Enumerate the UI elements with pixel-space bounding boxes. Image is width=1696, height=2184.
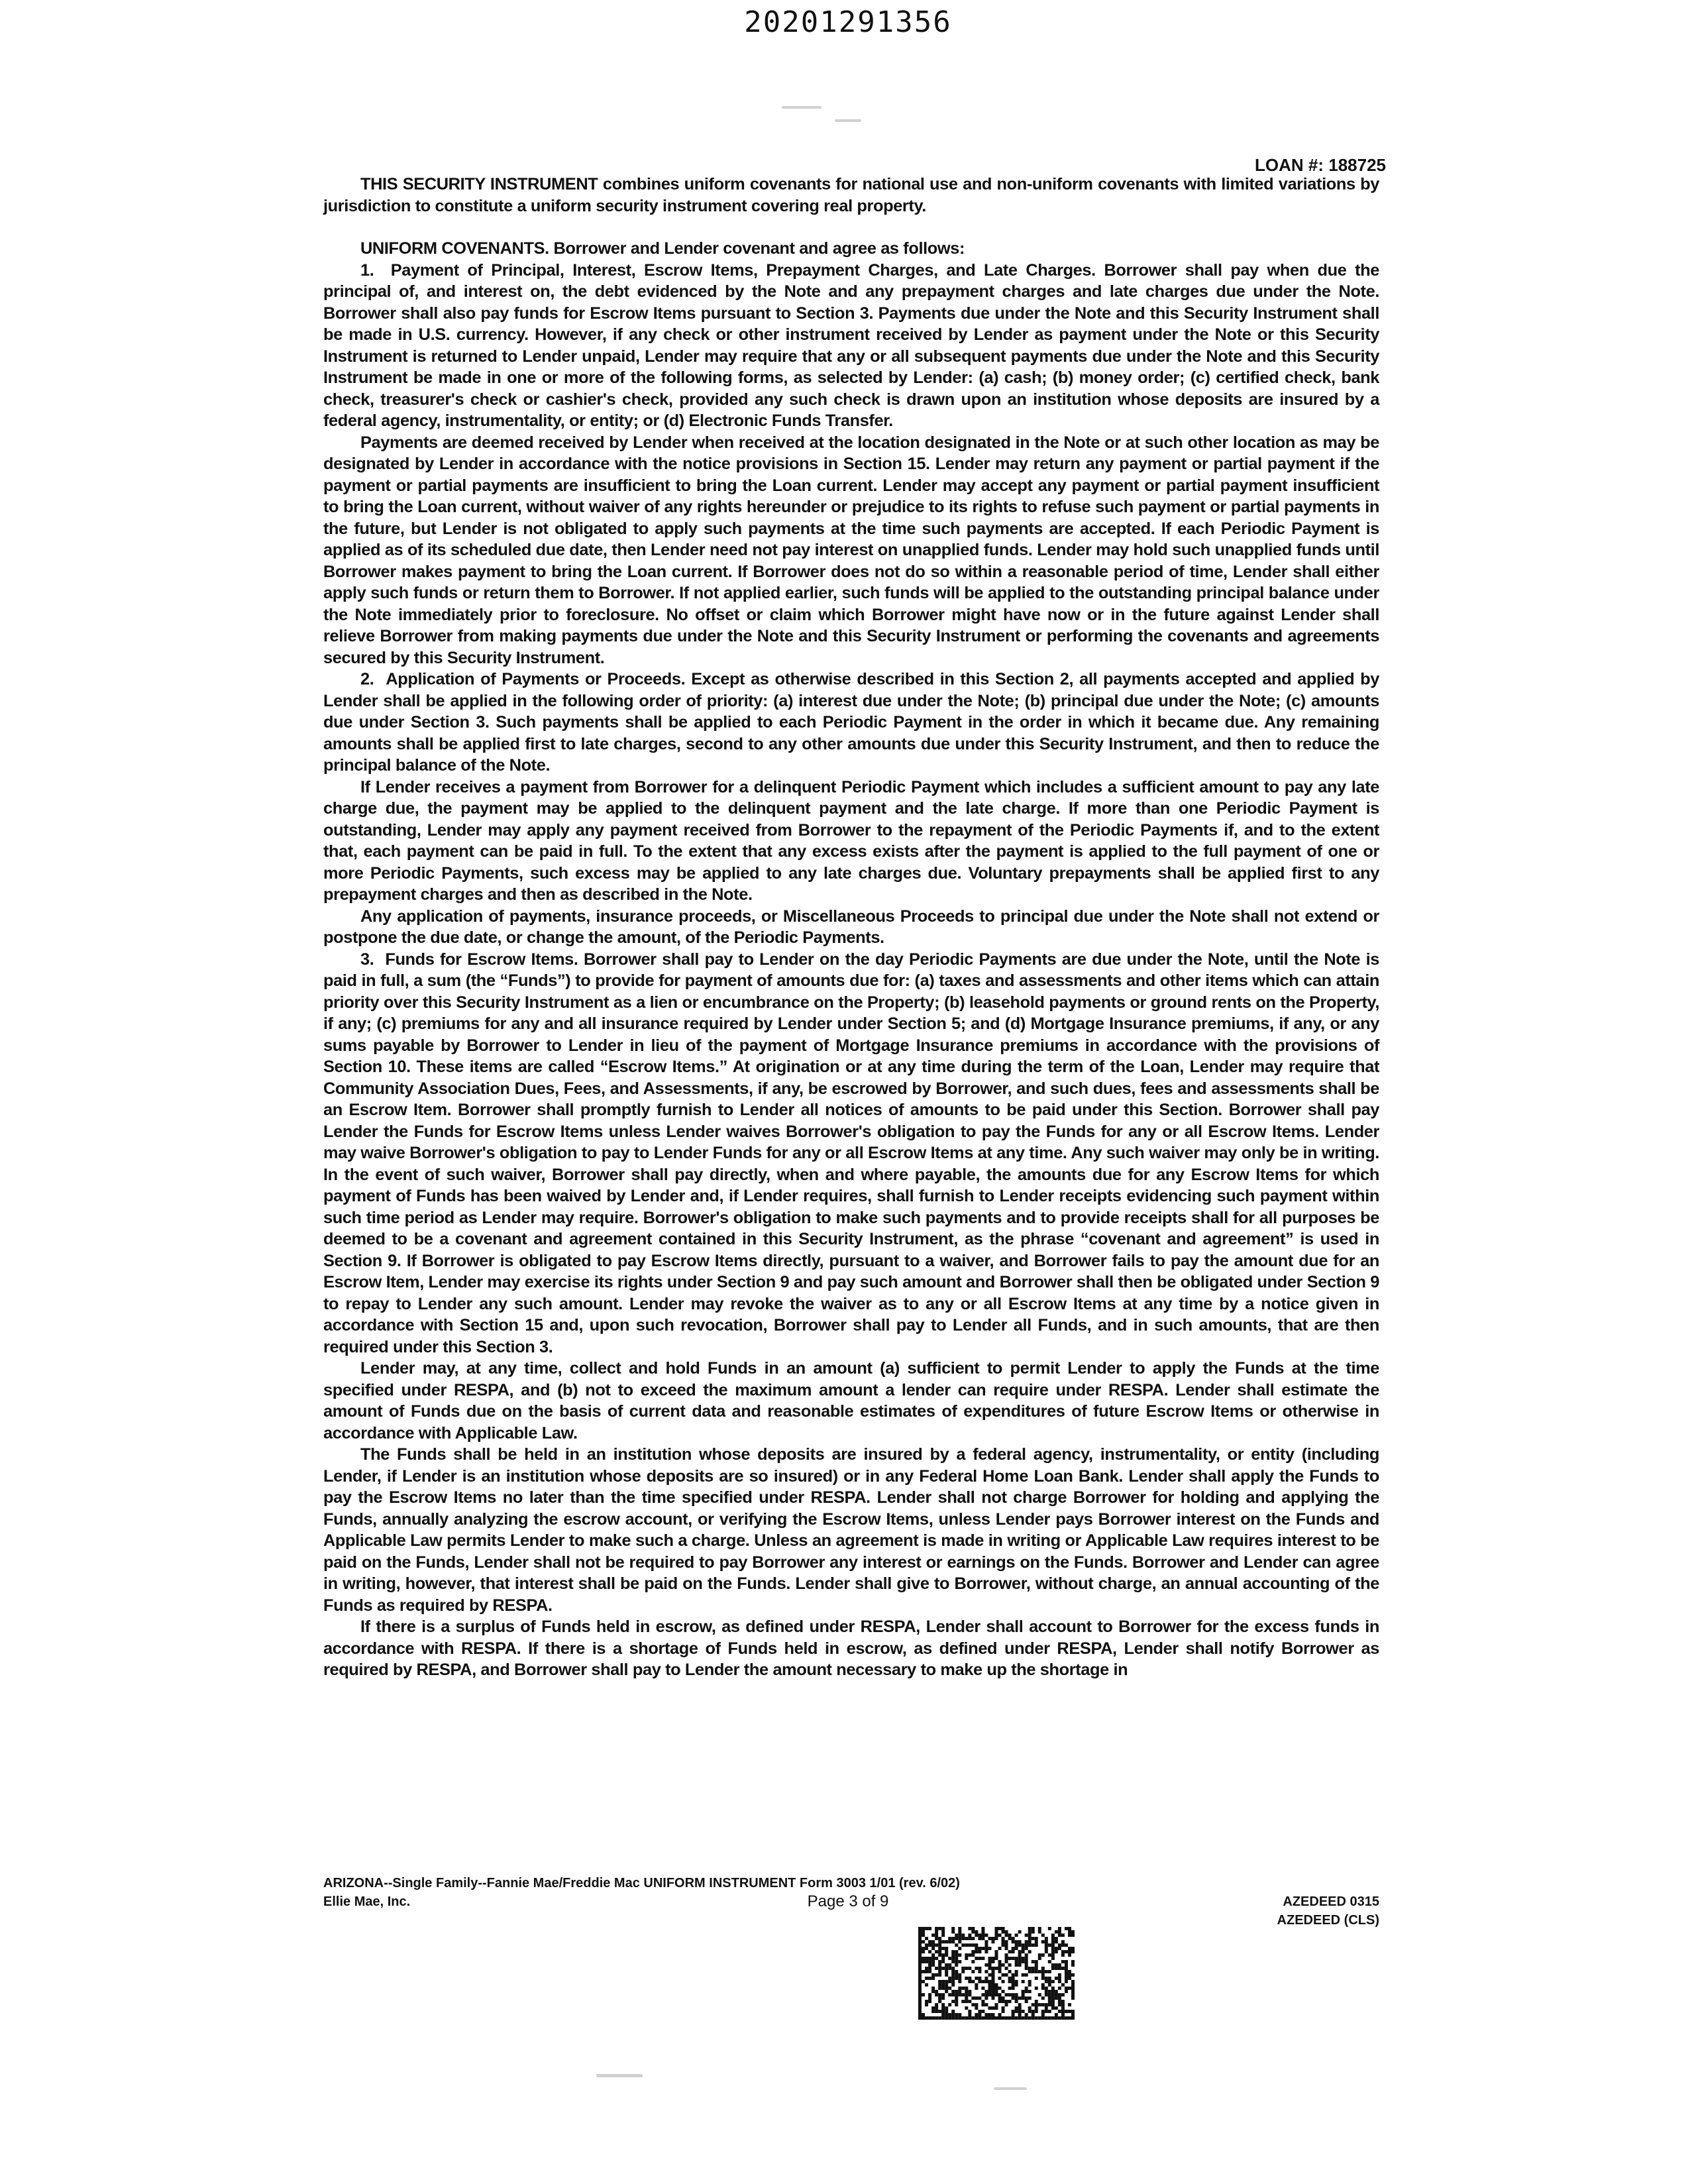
page-number: Page 3 of 9 bbox=[807, 1892, 889, 1910]
scan-speck bbox=[994, 2087, 1027, 2090]
section-2-paragraph-3: Any application of payments, insurance proceeds, or Miscellaneous Proceeds to principal due under the Note shall not extend or postpone the due date, or change the amount, of the Periodic Payments. bbox=[323, 906, 1379, 947]
2d-barcode-icon bbox=[918, 1927, 1075, 2020]
loan-label: LOAN #: bbox=[1255, 155, 1324, 175]
section-2-paragraph-2: If Lender receives a payment from Borrower for a delinquent Periodic Payment which includes a sufficient amount to pay any late charge due, the payment may be applied to the delinquent payment and the late charge. If more than one Periodic Payment is outstanding, Lender may apply any payment received from Borrower to the repayment of the Periodic Payments if, and to the extent that, each payment can be paid in full. To the extent that any excess exists after the payment is applied to the full payment of one or more Periodic Payments, such excess may be applied to any late charges due. Voluntary prepayments shall be applied first to any prepayment charges and then as described in the Note. bbox=[323, 777, 1379, 904]
section-3-paragraph-4: If there is a surplus of Funds held in escrow, as defined under RESPA, Lender shall account to Borrower for the excess funds in accordance with RESPA. If there is a shortage of Funds held in escrow, as defined under RESPA, Lender shall notify Borrower as required by RESPA, and Borrower shall pay to Lender the amount necessary to make up the shortage in bbox=[323, 1617, 1379, 1679]
section-2-heading: 2. Application of Payments or Proceeds. bbox=[360, 670, 686, 688]
section-3-paragraph-2: Lender may, at any time, collect and hold Funds in an amount (a) sufficient to permit Lender to apply the Funds at the time specified under RESPA, and (b) not to exceed the maximum amount a lender can require under RESPA. Lender shall estimate the amount of Funds due on the basis of current data and reasonable estimates of expenditures of future Escrow Items or otherwise in accordance with Applicable Law. bbox=[323, 1359, 1379, 1443]
section-1-text: Borrower shall pay when due the principal of, and interest on, the debt evidenced by the Note and any prepayment charges and late charges due under the Note. Borrower shall also pay funds for Escrow Items pursuant to Section 3. Payments due under the Note and this Security Instrument shall be made in U.S. currency. However, if any check or other instrument received by Lender as payment under the Note or this Security Instrument is returned to Lender unpaid, Lender may require that any or all subsequent payments due under the Note and this Security Instrument be made in one or more of the following forms, as selected by Lender: (a) cash; (b) money order; (c) certified check, bank check, treasurer's check or cashier's check, provided any such check is drawn upon an institution whose deposits are insured by a federal agency, instrumentality, or entity; or (d) Electronic Funds Transfer. bbox=[323, 260, 1379, 430]
intro-paragraph: THIS SECURITY INSTRUMENT combines uniform covenants for national use and non-uniform covenants with limited variations by jurisdiction to constitute a uniform security instrument covering real property. bbox=[323, 175, 1379, 215]
section-3-paragraph-3: The Funds shall be held in an institution whose deposits are insured by a federal agency, instrumentality, or entity (including Lender, if Lender is an institution whose deposits are so insured) or in any Federal Home Loan Bank. Lender shall apply the Funds to pay the Escrow Items no later than the time specified under RESPA. Lender shall not charge Borrower for holding and applying the Funds, annually analyzing the escrow account, or verifying the Escrow Items, unless Lender pays Borrower interest on the Funds and Applicable Law permits Lender to make such a charge. Unless an agreement is made in writing or Applicable Law requires interest to be paid on the Funds, Lender shall not be required to pay Borrower any interest or earnings on the Funds. Borrower and Lender can agree in writing, however, that interest shall be paid on the Funds. Lender shall give to Borrower, without charge, an annual accounting of the Funds as required by RESPA. bbox=[323, 1445, 1379, 1615]
document-body bbox=[323, 174, 1379, 1681]
section-1-heading: 1. Payment of Principal, Interest, Escrow Items, Prepayment Charges, and Late Charges. bbox=[360, 260, 1096, 280]
loan-number: 188725 bbox=[1328, 155, 1386, 175]
scan-speck bbox=[596, 2074, 643, 2077]
loan-number-line bbox=[1255, 155, 1386, 176]
document-number: 20201291356 bbox=[744, 5, 952, 39]
scan-speck bbox=[782, 106, 822, 109]
section-1-paragraph-2: Payments are deemed received by Lender when received at the location designated in the Note or at such other location as may be designated by Lender in accordance with the notice provisions in Section 15. Lender may return any payment or partial payment if the payment or partial payments are insufficient to bring the Loan current. Lender may accept any payment or partial payment insufficient to bring the Loan current, without waiver of any rights hereunder or prejudice to its rights to refuse such payment or partial payments in the future, but Lender is not obligated to apply such payments at the time such payments are accepted. If each Periodic Payment is applied as of its scheduled due date, then Lender need not pay interest on unapplied funds. Lender may hold such unapplied funds until Borrower makes payment to bring the Loan current. If Borrower does not do so within a reasonable period of time, Lender shall either apply such funds or return them to Borrower. If not applied earlier, such funds will be applied to the outstanding principal balance under the Note immediately prior to foreclosure. No offset or claim which Borrower might have now or in the future against Lender shall relieve Borrower from making payments due under the Note and this Security Instrument or performing the covenants and agreements secured by this Security Instrument. bbox=[323, 433, 1379, 667]
section-3-text: Borrower shall pay to Lender on the day Periodic Payments are due under the Note, until the Note is paid in full, a sum (the “Funds”) to provide for payment of amounts due for: (a) taxes and assessments and other items which can attain priority over this Security Instrument as a lien or encumbrance on the Property; (b) leasehold payments or ground rents on the Property, if any; (c) premiums for any and all insurance required by Lender under Section 5; and (d) Mortgage Insurance premiums, if any, or any sums payable by Borrower to Lender in lieu of the payment of Mortgage Insurance premiums in accordance with the provisions of Section 10. These items are called “Escrow Items.” At origination or at any time during the term of the Loan, Lender may require that Community Association Dues, Fees, and Assessments, if any, be escrowed by Borrower, and such dues, fees and assessments shall be an Escrow Item. Borrower shall promptly furnish to Lender all notices of amounts to be paid under this Section. Borrower shall pay Lender the Funds for Escrow Items unless Lender waives Borrower's obligation to pay the Funds for any or all Escrow Items. Lender may waive Borrower's obligation to pay to Lender Funds for any or all Escrow Items at any time. Any such waiver may only be in writing. In the event of such waiver, Borrower shall pay directly, when and where payable, the amounts due for any Escrow Items for which payment of Funds has been waived by Lender and, if Lender requires, shall furnish to Lender receipts evidencing such payment within such time period as Lender may require. Borrower's obligation to make such payments and to provide receipts shall for all purposes be deemed to be a covenant and agreement contained in this Security Instrument, as the phrase “covenant and agreement” is used in Section 9. If Borrower is obligated to pay Escrow Items directly, pursuant to a waiver, and Borrower fails to pay the amount due for an Escrow Item, Lender may exercise its rights under Section 9 and pay such amount and Borrower shall then be obligated under Section 9 to repay to Lender any such amount. Lender may revoke the waiver as to any or all Escrow Items at any time by a notice given in accordance with Section 15 and, upon such revocation, Borrower shall pay to Lender all Funds, and in such amounts, that are then required under this Section 3. bbox=[323, 950, 1379, 1356]
section-3-heading: 3. Funds for Escrow Items. bbox=[360, 950, 578, 969]
footer-codes bbox=[1277, 1892, 1379, 1930]
footer-form-line: ARIZONA--Single Family--Fannie Mae/Freddie Mac UNIFORM INSTRUMENT Form 3003 1/01 (rev. 6/02) bbox=[323, 1876, 960, 1890]
uniform-covenants-heading: UNIFORM COVENANTS. Borrower and Lender covenant and agree as follows: bbox=[360, 239, 965, 258]
section-3-paragraph bbox=[323, 949, 1379, 1358]
scan-speck bbox=[835, 119, 861, 122]
section-2-text: Except as otherwise described in this Section 2, all payments accepted and applied by Lender shall be applied in the following order of priority: (a) interest due under the Note; (b) principal due under the Note; (c) amounts due under Section 3. Such payments shall be applied to each Periodic Payment in the order in which it became due. Any remaining amounts shall be applied first to late charges, second to any other amounts due under this Security Instrument, and then to reduce the principal balance of the Note. bbox=[323, 670, 1380, 775]
footer-company: Ellie Mae, Inc. bbox=[323, 1894, 411, 1909]
section-2-paragraph bbox=[323, 669, 1379, 777]
footer-code-1: AZEDEED 0315 bbox=[1283, 1894, 1379, 1909]
section-1-paragraph bbox=[323, 260, 1379, 432]
footer-code-2: AZEDEED (CLS) bbox=[1277, 1913, 1379, 1928]
